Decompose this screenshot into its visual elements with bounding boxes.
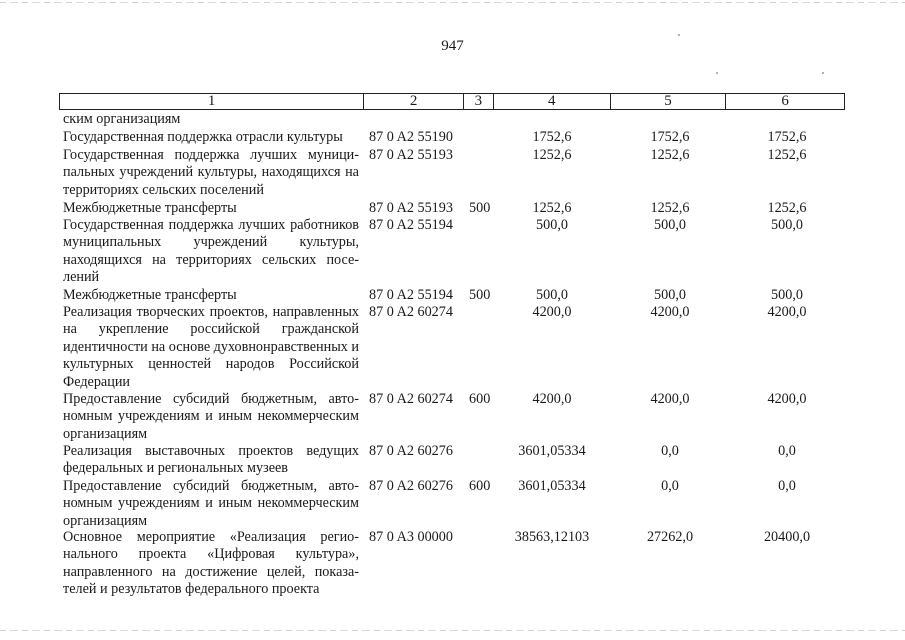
row-value-col5: 1252,6 bbox=[650, 147, 690, 163]
row-code: 87 0 A2 55193 bbox=[369, 200, 453, 216]
table-header-row bbox=[59, 93, 845, 110]
row-expense-type: 500 bbox=[469, 200, 491, 216]
row-name: Межбюджетные трансферты bbox=[63, 200, 237, 216]
row-value-col4: 1252,6 bbox=[532, 147, 572, 163]
row-value-col4: 1752,6 bbox=[532, 129, 572, 145]
row-name: Предоставление субсидий бюджетным, автономным учреждениям и иным некоммерческим организациям bbox=[63, 478, 359, 529]
scan-edge-bottom bbox=[0, 630, 905, 631]
row-expense-type: 500 bbox=[469, 287, 491, 303]
row-value-col6: 1252,6 bbox=[767, 147, 807, 163]
row-code: 87 0 A2 60274 bbox=[369, 304, 453, 320]
row-value-col4: 4200,0 bbox=[532, 391, 572, 407]
header-col-2: 2 bbox=[364, 94, 464, 109]
row-value-col6: 0,0 bbox=[778, 443, 796, 459]
header-col-4: 4 bbox=[494, 94, 611, 109]
row-name: Государственная поддержка лучших муниципальных учреждений культуры, находящихся на территориях сельских поселений bbox=[63, 147, 359, 198]
row-name: Реализация творческих проектов, направленных на укрепление российской гражданской идентичности на основе духовнонравственных и культурных ценностей народов Российской Федерации bbox=[63, 304, 359, 390]
row-value-col5: 0,0 bbox=[661, 478, 679, 494]
scan-speck bbox=[822, 72, 824, 74]
row-name: Реализация выставочных проектов ведущих федеральных и региональных музеев bbox=[63, 443, 359, 477]
row-value-col4: 3601,05334 bbox=[518, 478, 586, 494]
row-value-col4: 4200,0 bbox=[532, 304, 572, 320]
row-value-col4: 1252,6 bbox=[532, 200, 572, 216]
row-expense-type: 600 bbox=[469, 478, 491, 494]
row-value-col5: 4200,0 bbox=[650, 304, 690, 320]
row-name: Основное мероприятие «Реализация регионального проекта «Цифровая культура», направленного на достижение целей, показателей и результатов федерального проекта bbox=[63, 529, 359, 598]
row-value-col5: 27262,0 bbox=[646, 529, 694, 545]
page-number: 947 bbox=[441, 38, 464, 54]
row-value-col6: 4200,0 bbox=[767, 391, 807, 407]
row-expense-type: 600 bbox=[469, 391, 491, 407]
row-value-col5: 4200,0 bbox=[650, 391, 690, 407]
row-value-col6: 1252,6 bbox=[767, 200, 807, 216]
row-value-col4: 500,0 bbox=[536, 287, 568, 303]
row-value-col5: 1752,6 bbox=[650, 129, 690, 145]
row-value-col6: 1752,6 bbox=[767, 129, 807, 145]
scan-edge-top bbox=[0, 2, 905, 3]
header-col-5: 5 bbox=[611, 94, 727, 109]
row-name: Межбюджетные трансферты bbox=[63, 287, 237, 303]
row-code: 87 0 A2 55194 bbox=[369, 287, 453, 303]
row-code: 87 0 A2 60276 bbox=[369, 478, 453, 494]
row-code: 87 0 A2 60274 bbox=[369, 391, 453, 407]
row-code: 87 0 A2 55193 bbox=[369, 147, 453, 163]
row-name: ским организациям bbox=[63, 111, 181, 127]
row-value-col6: 500,0 bbox=[771, 287, 803, 303]
row-value-col5: 500,0 bbox=[654, 287, 686, 303]
row-value-col4: 3601,05334 bbox=[518, 443, 586, 459]
row-name: Государственная поддержка лучших работников муниципальных учреждений культуры, находящихся на территориях сельских поселений bbox=[63, 217, 359, 286]
row-name: Предоставление субсидий бюджетным, автономным учреждениям и иным некоммерческим организациям bbox=[63, 391, 359, 442]
row-value-col6: 20400,0 bbox=[763, 529, 811, 545]
row-value-col5: 0,0 bbox=[661, 443, 679, 459]
scan-speck bbox=[716, 72, 718, 74]
row-code: 87 0 A3 00000 bbox=[369, 529, 453, 545]
row-value-col6: 4200,0 bbox=[767, 304, 807, 320]
header-col-1: 1 bbox=[60, 94, 364, 109]
row-code: 87 0 A2 60276 bbox=[369, 443, 453, 459]
row-name: Государственная поддержка отрасли культуры bbox=[63, 129, 343, 145]
header-col-3: 3 bbox=[464, 94, 494, 109]
row-code: 87 0 A2 55194 bbox=[369, 217, 453, 233]
row-value-col6: 0,0 bbox=[778, 478, 796, 494]
row-value-col4: 500,0 bbox=[536, 217, 568, 233]
row-value-col6: 500,0 bbox=[771, 217, 803, 233]
row-value-col4: 38563,12103 bbox=[514, 529, 590, 545]
scan-speck bbox=[678, 34, 680, 36]
row-value-col5: 500,0 bbox=[654, 217, 686, 233]
header-col-6: 6 bbox=[781, 93, 789, 109]
row-code: 87 0 A2 55190 bbox=[369, 129, 453, 145]
row-value-col5: 1252,6 bbox=[650, 200, 690, 216]
